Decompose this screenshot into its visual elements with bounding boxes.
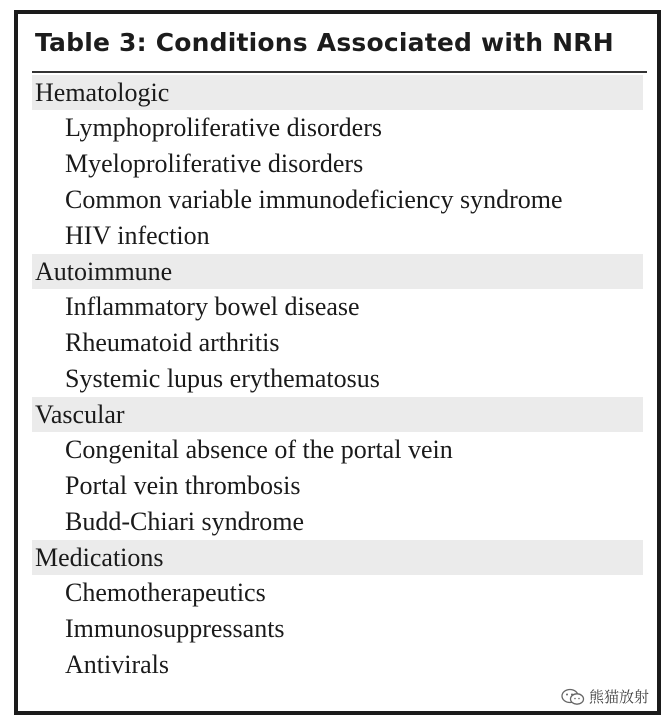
list-item: Antivirals <box>65 650 169 679</box>
list-item: Systemic lupus erythematosus <box>65 364 380 393</box>
category-vascular: Vascular <box>32 397 643 432</box>
list-item: Myeloproliferative disorders <box>65 149 364 178</box>
list-item: HIV infection <box>65 221 210 250</box>
list-item: Rheumatoid arthritis <box>65 328 280 357</box>
list-item: Chemotherapeutics <box>65 578 266 607</box>
list-item: Congenital absence of the portal vein <box>65 435 453 464</box>
title-divider <box>32 71 647 73</box>
wechat-icon <box>561 688 585 706</box>
category-hematologic: Hematologic <box>32 75 643 110</box>
category-medications: Medications <box>32 540 643 575</box>
list-item: Lymphoproliferative disorders <box>65 113 382 142</box>
list-item: Inflammatory bowel disease <box>65 292 360 321</box>
list-item: Common variable immunodeficiency syndrome <box>65 185 563 214</box>
watermark-text: 熊猫放射 <box>588 688 649 706</box>
category-autoimmune: Autoimmune <box>32 254 643 289</box>
table-body <box>32 75 643 683</box>
table-title: Table 3: Conditions Associated with NRH <box>35 28 614 57</box>
watermark <box>561 686 649 707</box>
list-item: Budd-Chiari syndrome <box>65 507 305 536</box>
list-item: Portal vein thrombosis <box>65 471 301 500</box>
table-frame <box>14 10 661 715</box>
list-item: Immunosuppressants <box>65 614 285 643</box>
